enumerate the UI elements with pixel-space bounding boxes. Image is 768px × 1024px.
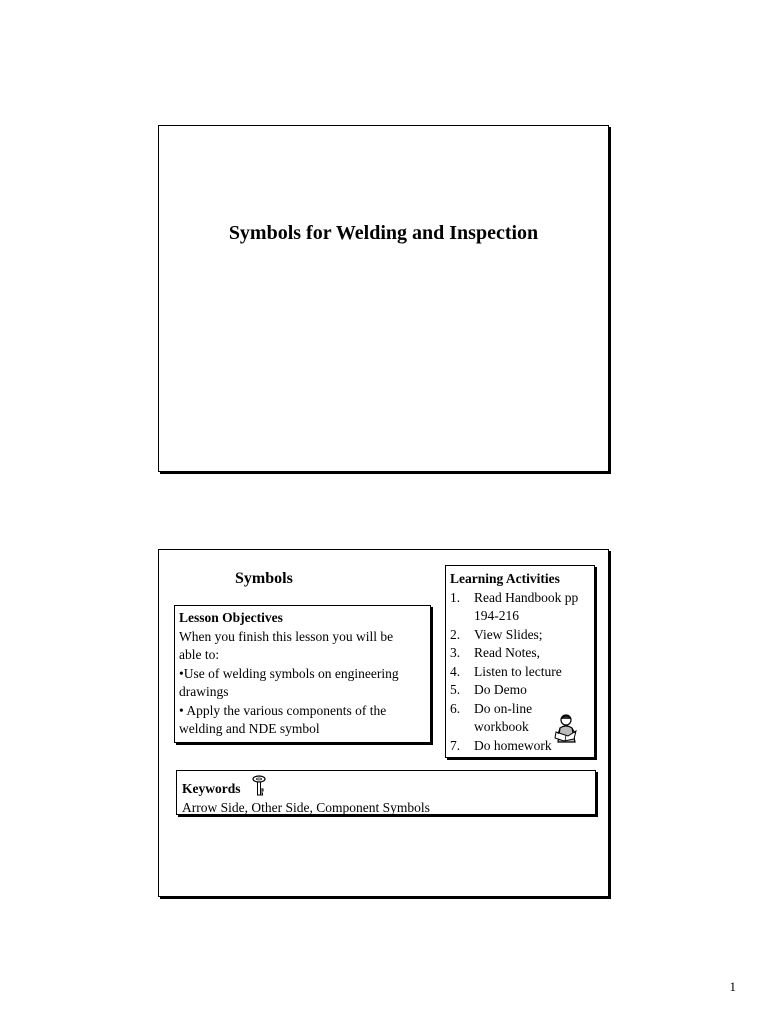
objective-line: • Apply the various components of the bbox=[179, 702, 387, 718]
keywords-box bbox=[176, 770, 596, 815]
list-item bbox=[450, 589, 590, 626]
item-number: 5. bbox=[450, 682, 461, 697]
learning-activities-title: Learning Activities bbox=[450, 571, 560, 586]
objective-line: able to: bbox=[179, 647, 220, 662]
lesson-objectives-box bbox=[174, 605, 431, 743]
keywords-title: Keywords bbox=[182, 781, 241, 796]
item-text: Do on-line workbook bbox=[474, 700, 533, 734]
page-number: 1 bbox=[729, 979, 736, 994]
objective-line: When you finish this lesson you will be bbox=[179, 628, 394, 644]
lesson-objectives-title: Lesson Objectives bbox=[179, 610, 283, 625]
reading-person-icon bbox=[552, 714, 580, 744]
item-number: 7. bbox=[450, 737, 461, 753]
learning-activities-box bbox=[445, 565, 595, 758]
keywords-text: Arrow Side, Other Side, Component Symbols bbox=[182, 799, 430, 815]
slide-2 bbox=[158, 549, 609, 897]
list-item bbox=[450, 644, 590, 663]
slide-2-heading: Symbols bbox=[235, 570, 293, 587]
item-text: View Slides; bbox=[474, 626, 543, 642]
item-text: Do Demo bbox=[474, 682, 527, 697]
slide-1-title: Symbols for Welding and Inspection bbox=[228, 222, 539, 244]
item-number: 2. bbox=[450, 626, 461, 642]
item-text: Read Handbook pp 194-216 bbox=[474, 589, 579, 623]
objective-line: drawings bbox=[179, 684, 229, 699]
list-item bbox=[450, 681, 590, 700]
item-text: Read Notes, bbox=[474, 645, 540, 660]
objective-line: •Use of welding symbols on engineering bbox=[179, 665, 399, 681]
item-text: Listen to lecture bbox=[474, 663, 562, 679]
item-number: 3. bbox=[450, 645, 461, 660]
list-item bbox=[450, 626, 590, 645]
item-number: 4. bbox=[450, 663, 461, 679]
list-item bbox=[450, 663, 590, 682]
item-number: 6. bbox=[450, 700, 461, 716]
slide-1 bbox=[158, 125, 609, 472]
objective-line: welding and NDE symbol bbox=[179, 721, 320, 736]
item-text: Do homework bbox=[474, 737, 552, 753]
item-number: 1. bbox=[450, 589, 461, 605]
key-icon bbox=[252, 775, 266, 797]
